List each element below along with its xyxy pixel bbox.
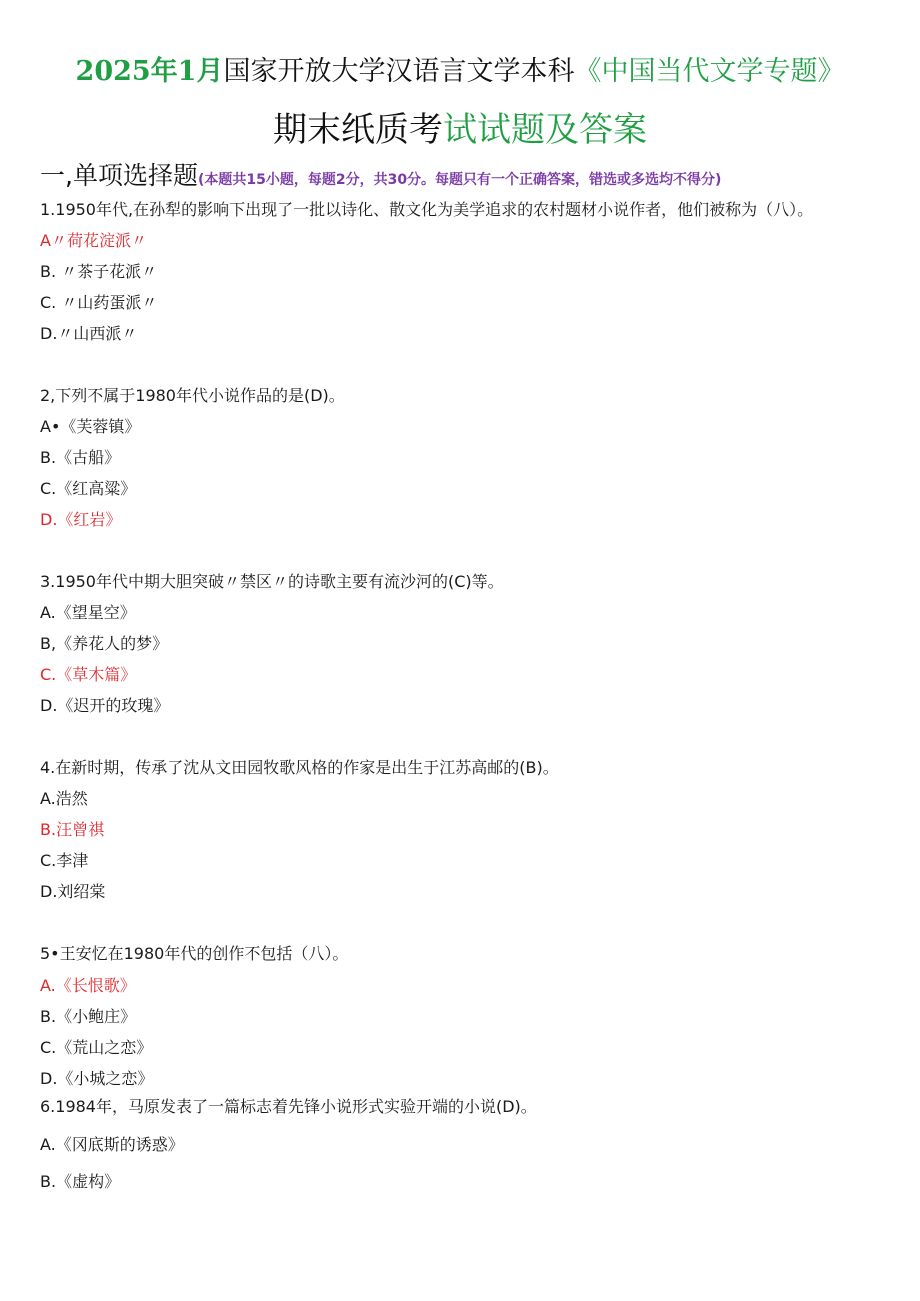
- question-stem: 6.1984年，马原发表了一篇标志着先锋小说形式实验开端的小说(D)。: [40, 1097, 537, 1116]
- question-option: D.《迟开的玫瑰》: [40, 696, 170, 715]
- question-option-correct: D.《红岩》: [40, 510, 122, 529]
- question-option: D.《小城之恋》: [40, 1069, 154, 1088]
- question-option: B. 〃茶子花派〃: [40, 262, 158, 281]
- question-option: D.〃山西派〃: [40, 324, 138, 343]
- question-stem: 1.1950年代,在孙犁的影响下出现了一批以诗化、散文化为美学追求的农村题材小说作者，他们被称为（八）。: [40, 200, 814, 219]
- section-note: (本题共15小题，每题2分，共30分。每题只有一个正确答案，错选或多选均不得分): [197, 172, 722, 188]
- title-year-month: 2025年1月: [75, 56, 224, 87]
- question-option: C. 〃山药蛋派〃: [40, 293, 158, 312]
- section-heading: 一,单项选择题: [40, 161, 198, 190]
- question-option: C.《荒山之恋》: [40, 1038, 153, 1057]
- question-option-correct: A.《长恨歌》: [40, 976, 136, 995]
- question-option: B.《虚构》: [40, 1172, 121, 1191]
- question-stem: 4.在新时期，传承了沈从文田园牧歌风格的作家是出生于江苏高邮的(B)。: [40, 758, 559, 777]
- question-stem: 3.1950年代中期大胆突破〃禁区〃的诗歌主要有流沙河的(C)等。: [40, 572, 504, 591]
- question-option: B,《养花人的梦》: [40, 634, 169, 653]
- question-option: B.《小鲍庄》: [40, 1007, 137, 1026]
- subtitle-green-part: 试试题及答案: [443, 110, 647, 150]
- question-option-correct: A〃荷花淀派〃: [40, 231, 147, 250]
- document-title: [0, 54, 920, 90]
- subtitle-black-part: 期末纸质考: [273, 110, 443, 150]
- title-course: 《中国当代文学专题》: [574, 56, 845, 87]
- question-option: C.《红高粱》: [40, 479, 137, 498]
- question-option: C.李津: [40, 851, 89, 870]
- question-option-correct: C.《草木篇》: [40, 665, 137, 684]
- question-stem: 2,下列不属于1980年代小说作品的是(D)。: [40, 386, 345, 405]
- question-option: A.《冈底斯的诱惑》: [40, 1135, 184, 1154]
- title-middle: 国家开放大学汉语言文学本科: [223, 56, 575, 87]
- question-stem: 5•王安忆在1980年代的创作不包括（八）。: [40, 944, 349, 963]
- question-option: A.浩然: [40, 789, 88, 808]
- question-option: A.《望星空》: [40, 603, 136, 622]
- document-subtitle: [0, 108, 920, 152]
- question-option: A•《芙蓉镇》: [40, 417, 141, 436]
- question-option: B.《古船》: [40, 448, 121, 467]
- question-option: D.刘绍棠: [40, 882, 106, 901]
- section-header: [40, 159, 721, 193]
- question-option-correct: B.汪曾祺: [40, 820, 105, 839]
